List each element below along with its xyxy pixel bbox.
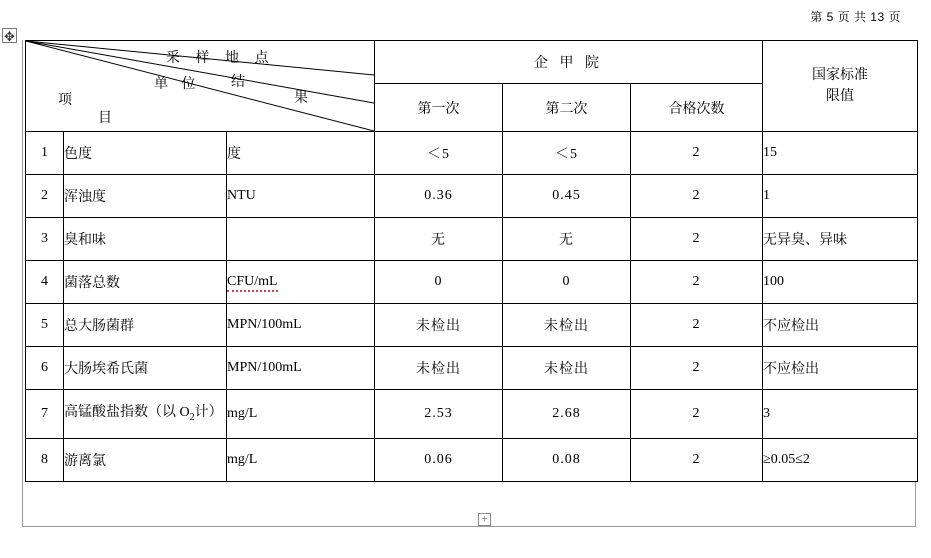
corner-label-result: 果 [294,91,308,106]
row-second-value: 2.68 [503,390,631,439]
row-standard-limit: 不应检出 [763,347,918,390]
row-second-value: ＜5 [503,132,631,175]
row-unit: MPN/100mL [227,304,375,347]
table-resize-nub-bottom[interactable]: + [478,513,491,526]
row-second-value: 无 [503,218,631,261]
row-first-value: 0 [375,261,503,304]
row-standard-limit: ≥0.05≤2 [763,439,918,482]
row-pass-count: 2 [631,390,763,439]
row-item-name-subscript: 2 [189,411,195,423]
row-item-name-part1: 高锰酸盐指数（以 O [64,404,190,420]
row-item-name: 总大肠菌群 [64,304,227,347]
table-row [26,132,918,175]
header-national-standard-line2: 限值 [826,89,855,104]
row-unit: NTU [227,175,375,218]
page-number-header: 第 5 页 共 13 页 [810,10,901,24]
row-standard-limit: 100 [763,261,918,304]
table-row [26,304,918,347]
row-second-value: 0.45 [503,175,631,218]
row-second-value: 0.08 [503,439,631,482]
table-row [26,347,918,390]
row-number: 5 [26,304,64,347]
row-pass-count: 2 [631,218,763,261]
row-unit [227,261,375,304]
row-first-value: 未检出 [375,347,503,390]
corner-label-jie: 结 [231,75,245,90]
row-pass-count: 2 [631,261,763,304]
row-first-value: ＜5 [375,132,503,175]
row-pass-count: 2 [631,304,763,347]
header-national-standard [763,41,918,132]
corner-label-sampling-place: 采 样 地 点 [166,51,275,66]
row-number: 3 [26,218,64,261]
table-move-handle[interactable]: ✥ [2,28,17,43]
row-item-name-part2: 计） [194,404,223,420]
table-row [26,261,918,304]
row-item-name: 浑浊度 [64,175,227,218]
row-item-name: 大肠埃希氏菌 [64,347,227,390]
row-unit-text: CFU/mL [227,274,278,292]
header-pass-count: 合格次数 [631,84,763,132]
table-header-row-1 [26,41,918,84]
row-unit: 度 [227,132,375,175]
row-standard-limit: 不应检出 [763,304,918,347]
row-pass-count: 2 [631,175,763,218]
corner-label-xiang: 项 [58,93,72,108]
row-first-value: 0.06 [375,439,503,482]
row-unit: mg/L [227,390,375,439]
row-first-value: 无 [375,218,503,261]
row-unit: mg/L [227,439,375,482]
row-unit: MPN/100mL [227,347,375,390]
row-first-value: 2.53 [375,390,503,439]
table-row [26,218,918,261]
row-second-value: 未检出 [503,304,631,347]
row-item-name: 菌落总数 [64,261,227,304]
table-row [26,390,918,439]
row-number: 8 [26,439,64,482]
row-standard-limit: 15 [763,132,918,175]
row-standard-limit: 1 [763,175,918,218]
row-first-value: 0.36 [375,175,503,218]
row-number: 1 [26,132,64,175]
row-first-value: 未检出 [375,304,503,347]
row-number: 6 [26,347,64,390]
row-item-name: 色度 [64,132,227,175]
row-item-name [64,390,227,439]
corner-label-unit: 单 位 [154,77,201,92]
table-row [26,439,918,482]
header-institution: 企 甲 院 [375,41,763,84]
header-first-sample: 第一次 [375,84,503,132]
row-number: 4 [26,261,64,304]
row-pass-count: 2 [631,132,763,175]
row-standard-limit: 无异臭、异味 [763,218,918,261]
row-second-value: 未检出 [503,347,631,390]
row-item-name: 臭和味 [64,218,227,261]
row-pass-count: 2 [631,347,763,390]
water-quality-table [25,40,918,482]
header-second-sample: 第二次 [503,84,631,132]
row-unit [227,218,375,261]
row-item-name: 游离氯 [64,439,227,482]
corner-label-mu: 目 [98,111,112,126]
row-standard-limit: 3 [763,390,918,439]
table-corner-header [26,41,375,132]
row-number: 2 [26,175,64,218]
header-national-standard-line1: 国家标准 [812,68,869,83]
table-row [26,175,918,218]
row-pass-count: 2 [631,439,763,482]
row-number: 7 [26,390,64,439]
row-second-value: 0 [503,261,631,304]
